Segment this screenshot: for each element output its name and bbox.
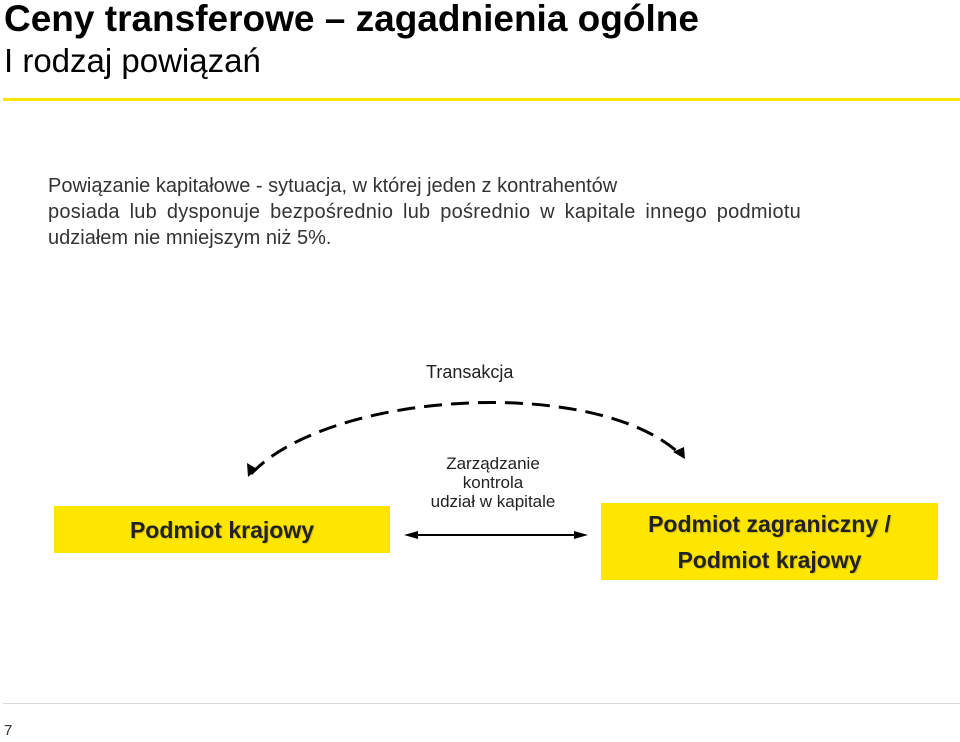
- transaction-label: Transakcja: [426, 362, 514, 382]
- slide-title: Ceny transferowe – zagadnienia ogólne: [4, 0, 699, 39]
- relationship-labels: [400, 454, 586, 511]
- domestic-entity-box: [54, 506, 390, 553]
- relationship-arrowhead-left: [404, 531, 418, 539]
- foreign-entity-label-line-1: Podmiot zagraniczny /: [648, 510, 891, 537]
- definition-line-2: posiada lub dysponuje bezpośrednio lub pośrednio w kapitale innego podmiotu: [48, 201, 802, 223]
- foreign-entity-label-line-2: Podmiot krajowy: [677, 546, 862, 573]
- definition-line-3: udziałem nie mniejszym niż 5%.: [48, 227, 332, 249]
- foreign-entity-box: [601, 503, 938, 580]
- relationship-label-management: Zarządzanie: [446, 454, 540, 473]
- footer-divider: [3, 703, 960, 704]
- relationship-label-control: kontrola: [462, 473, 524, 492]
- definition-line-1: Powiązanie kapitałowe - sytuacja, w której jeden z kontrahentów: [48, 175, 618, 197]
- domestic-entity-label: Podmiot krajowy: [129, 516, 315, 543]
- relationship-label-capital: udział w kapitale: [430, 492, 556, 511]
- page-number: 7: [4, 722, 13, 739]
- slide-subtitle: I rodzaj powiązań: [4, 42, 261, 79]
- relationship-arrowhead-right: [574, 531, 588, 539]
